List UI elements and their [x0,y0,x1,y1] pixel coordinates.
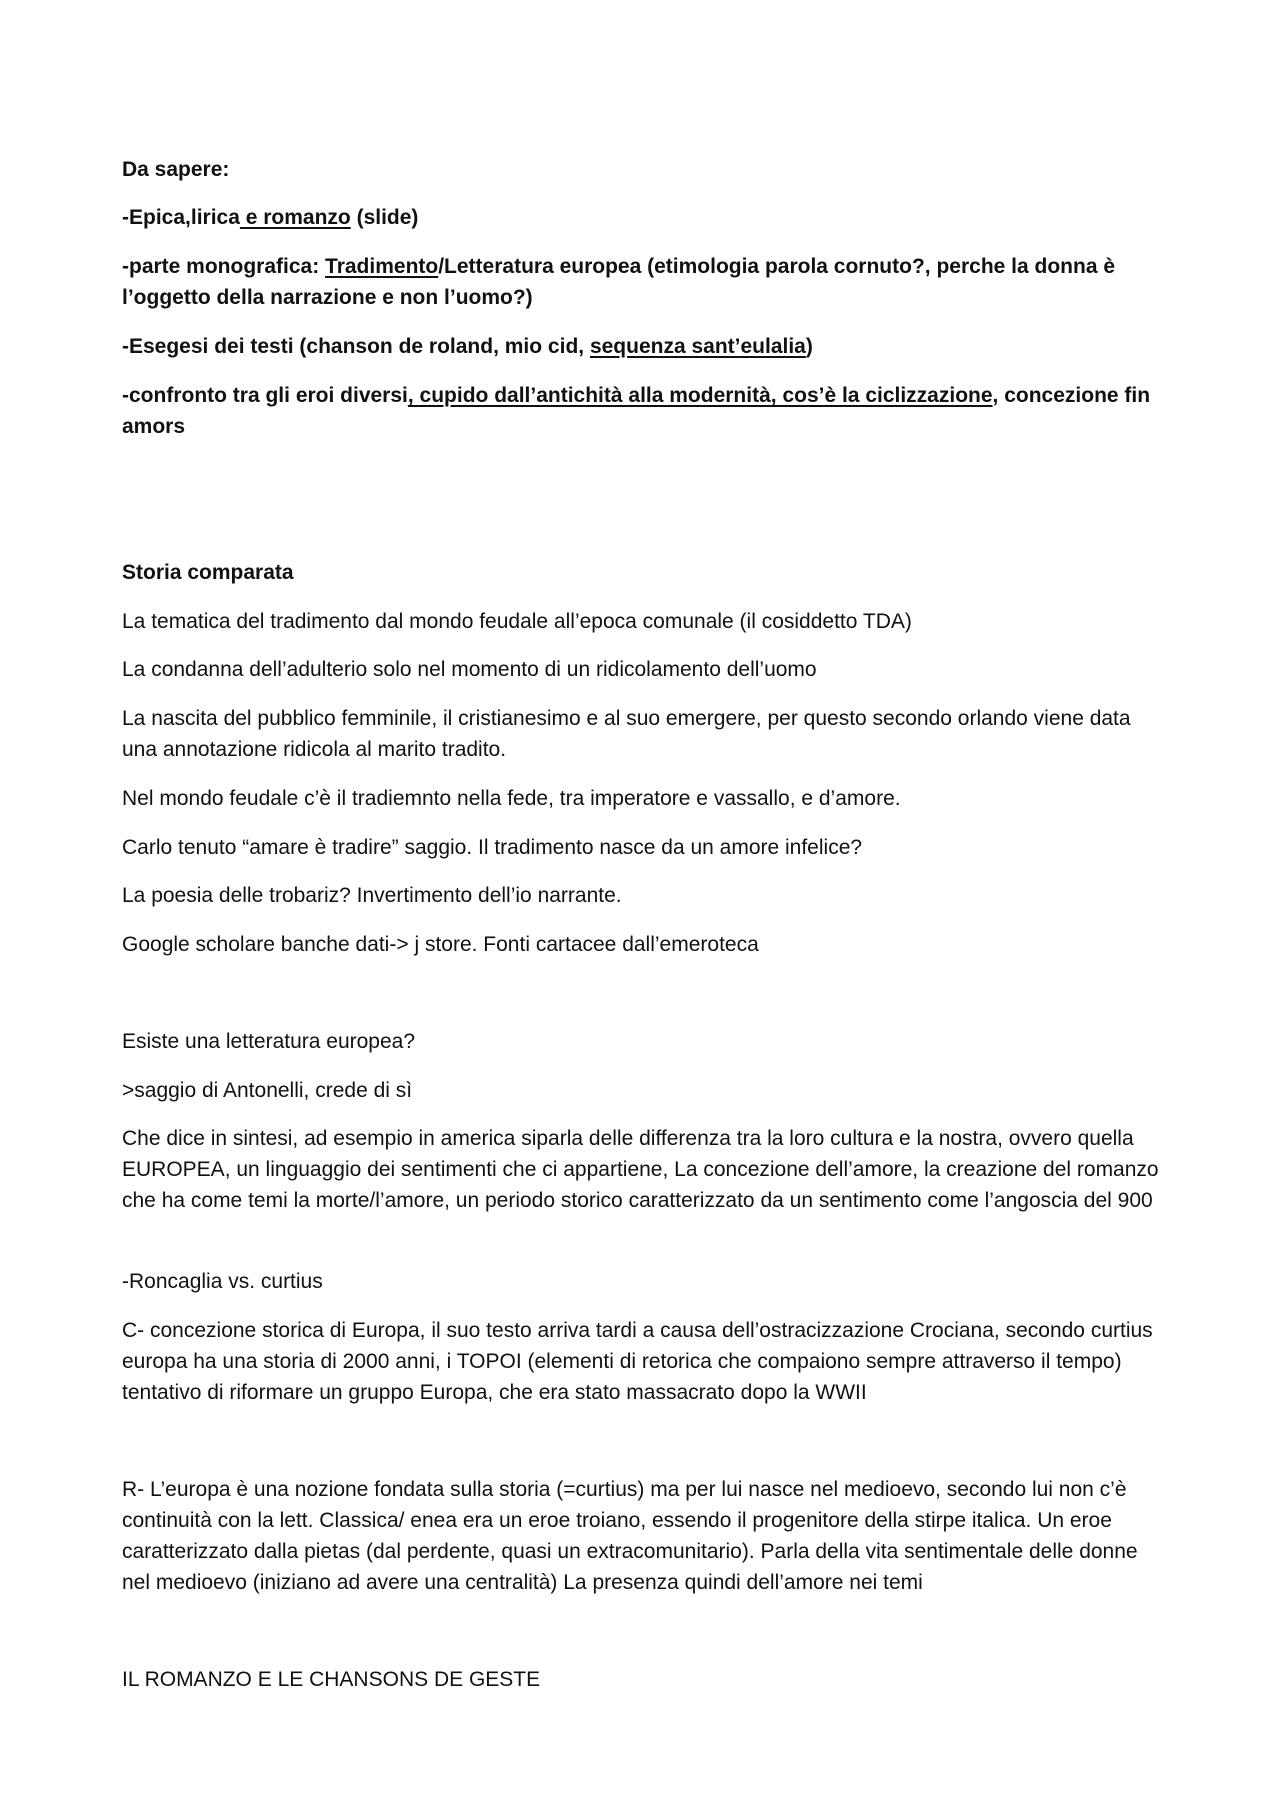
item-text: -confronto tra gli eroi diversi [122,384,408,407]
europa-roncaglia: R- L’europa è una nozione fondata sulla storia (=curtius) ma per lui nasce nel medioevo, secondo lui non c’è continuità con la lett. Classica/ enea era un eroe troiano, essendo il progenitore della stirpe italica. Un eroe caratterizzato dalla pietas (dal perdente, quasi un extracomunitario). Parla della vita sentimentale delle donne nel medioevo (iniziano ad avere una centralità) La presenza quindi dell’amore nei temi [122,1478,1138,1594]
list-item-confronto [122,380,1167,442]
item-underlined-text: sequenza sant’eulalia [589,335,806,358]
item-text: ) [805,335,813,358]
list-item-epica [122,202,1167,233]
item-text: , concezione fin amors [122,384,1151,438]
item-text: -Epica,lirica [122,206,240,229]
storia-paragraph: La condanna dell’adulterio solo nel momento di un ridicolamento dell’uomo [122,658,817,681]
storia-paragraph: Google scholare banche dati-> j store. Fonti cartacee dall’emeroteca [122,933,759,956]
item-underlined-text: Tradimento [325,255,439,278]
storia-paragraph: La poesia delle trobariz? Invertimento dell’io narrante. [122,884,622,907]
item-underlined-text: , cupido dall’antichità alla modernità, cos’è la ciclizzazione [407,384,993,407]
storia-heading: Storia comparata [122,561,294,584]
storia-paragraph: La tematica del tradimento dal mondo feudale all’epoca comunale (il cosiddetto TDA) [122,610,912,633]
list-item-esegesi [122,331,1167,362]
europa-versus: -Roncaglia vs. curtius [122,1270,323,1293]
storia-paragraph: Carlo tenuto “amare è tradire” saggio. Il tradimento nasce da un amore infelice? [122,836,863,859]
europa-saggio: >saggio di Antonelli, crede di sì [122,1079,413,1102]
list-item-monografica [122,251,1167,313]
item-text: -Esegesi dei testi (chanson de roland, mio cid, [122,335,590,358]
storia-paragraph: Nel mondo feudale c’è il tradiemnto nella fede, tra imperatore e vassallo, e d’amore. [122,787,901,810]
item-text: (slide) [350,206,419,229]
europa-sintesi: Che dice in sintesi, ad esempio in america siparla delle differenza tra la loro cultura e la nostra, ovvero quella EUROPEA, un linguaggio dei sentimenti che ci appartiene, La concezione dell’amore, la creazione del romanzo che ha come temi la morte/l’amore, un periodo storico caratterizzato da un sentimento come l’angoscia del 900 [122,1127,1159,1212]
item-text: /Letteratura europea (etimologia parola cornuto?, perche la donna è l’oggetto della narrazione e non l’uomo?) [122,255,1116,309]
item-text: -parte monografica: [122,255,326,278]
item-underlined-text: e romanzo [239,206,351,229]
europa-question: Esiste una letteratura europea? [122,1030,416,1053]
storia-paragraph: La nascita del pubblico femminile, il cristianesimo e al suo emergere, per questo secondo orlando viene data una annotazione ridicola al marito tradito. [122,707,1131,761]
final-heading: IL ROMANZO E LE CHANSONS DE GESTE [122,1668,541,1691]
europa-curtius: C- concezione storica di Europa, il suo testo arriva tardi a causa dell’ostracizzazione Crociana, secondo curtius europa ha una storia di 2000 anni, i TOPOI (elementi di retorica che compaiono sempre attraverso il tempo) tentativo di riformare un gruppo Europa, che era stato massacrato dopo la WWII [122,1319,1153,1404]
da-sapere-heading: Da sapere: [122,158,230,181]
